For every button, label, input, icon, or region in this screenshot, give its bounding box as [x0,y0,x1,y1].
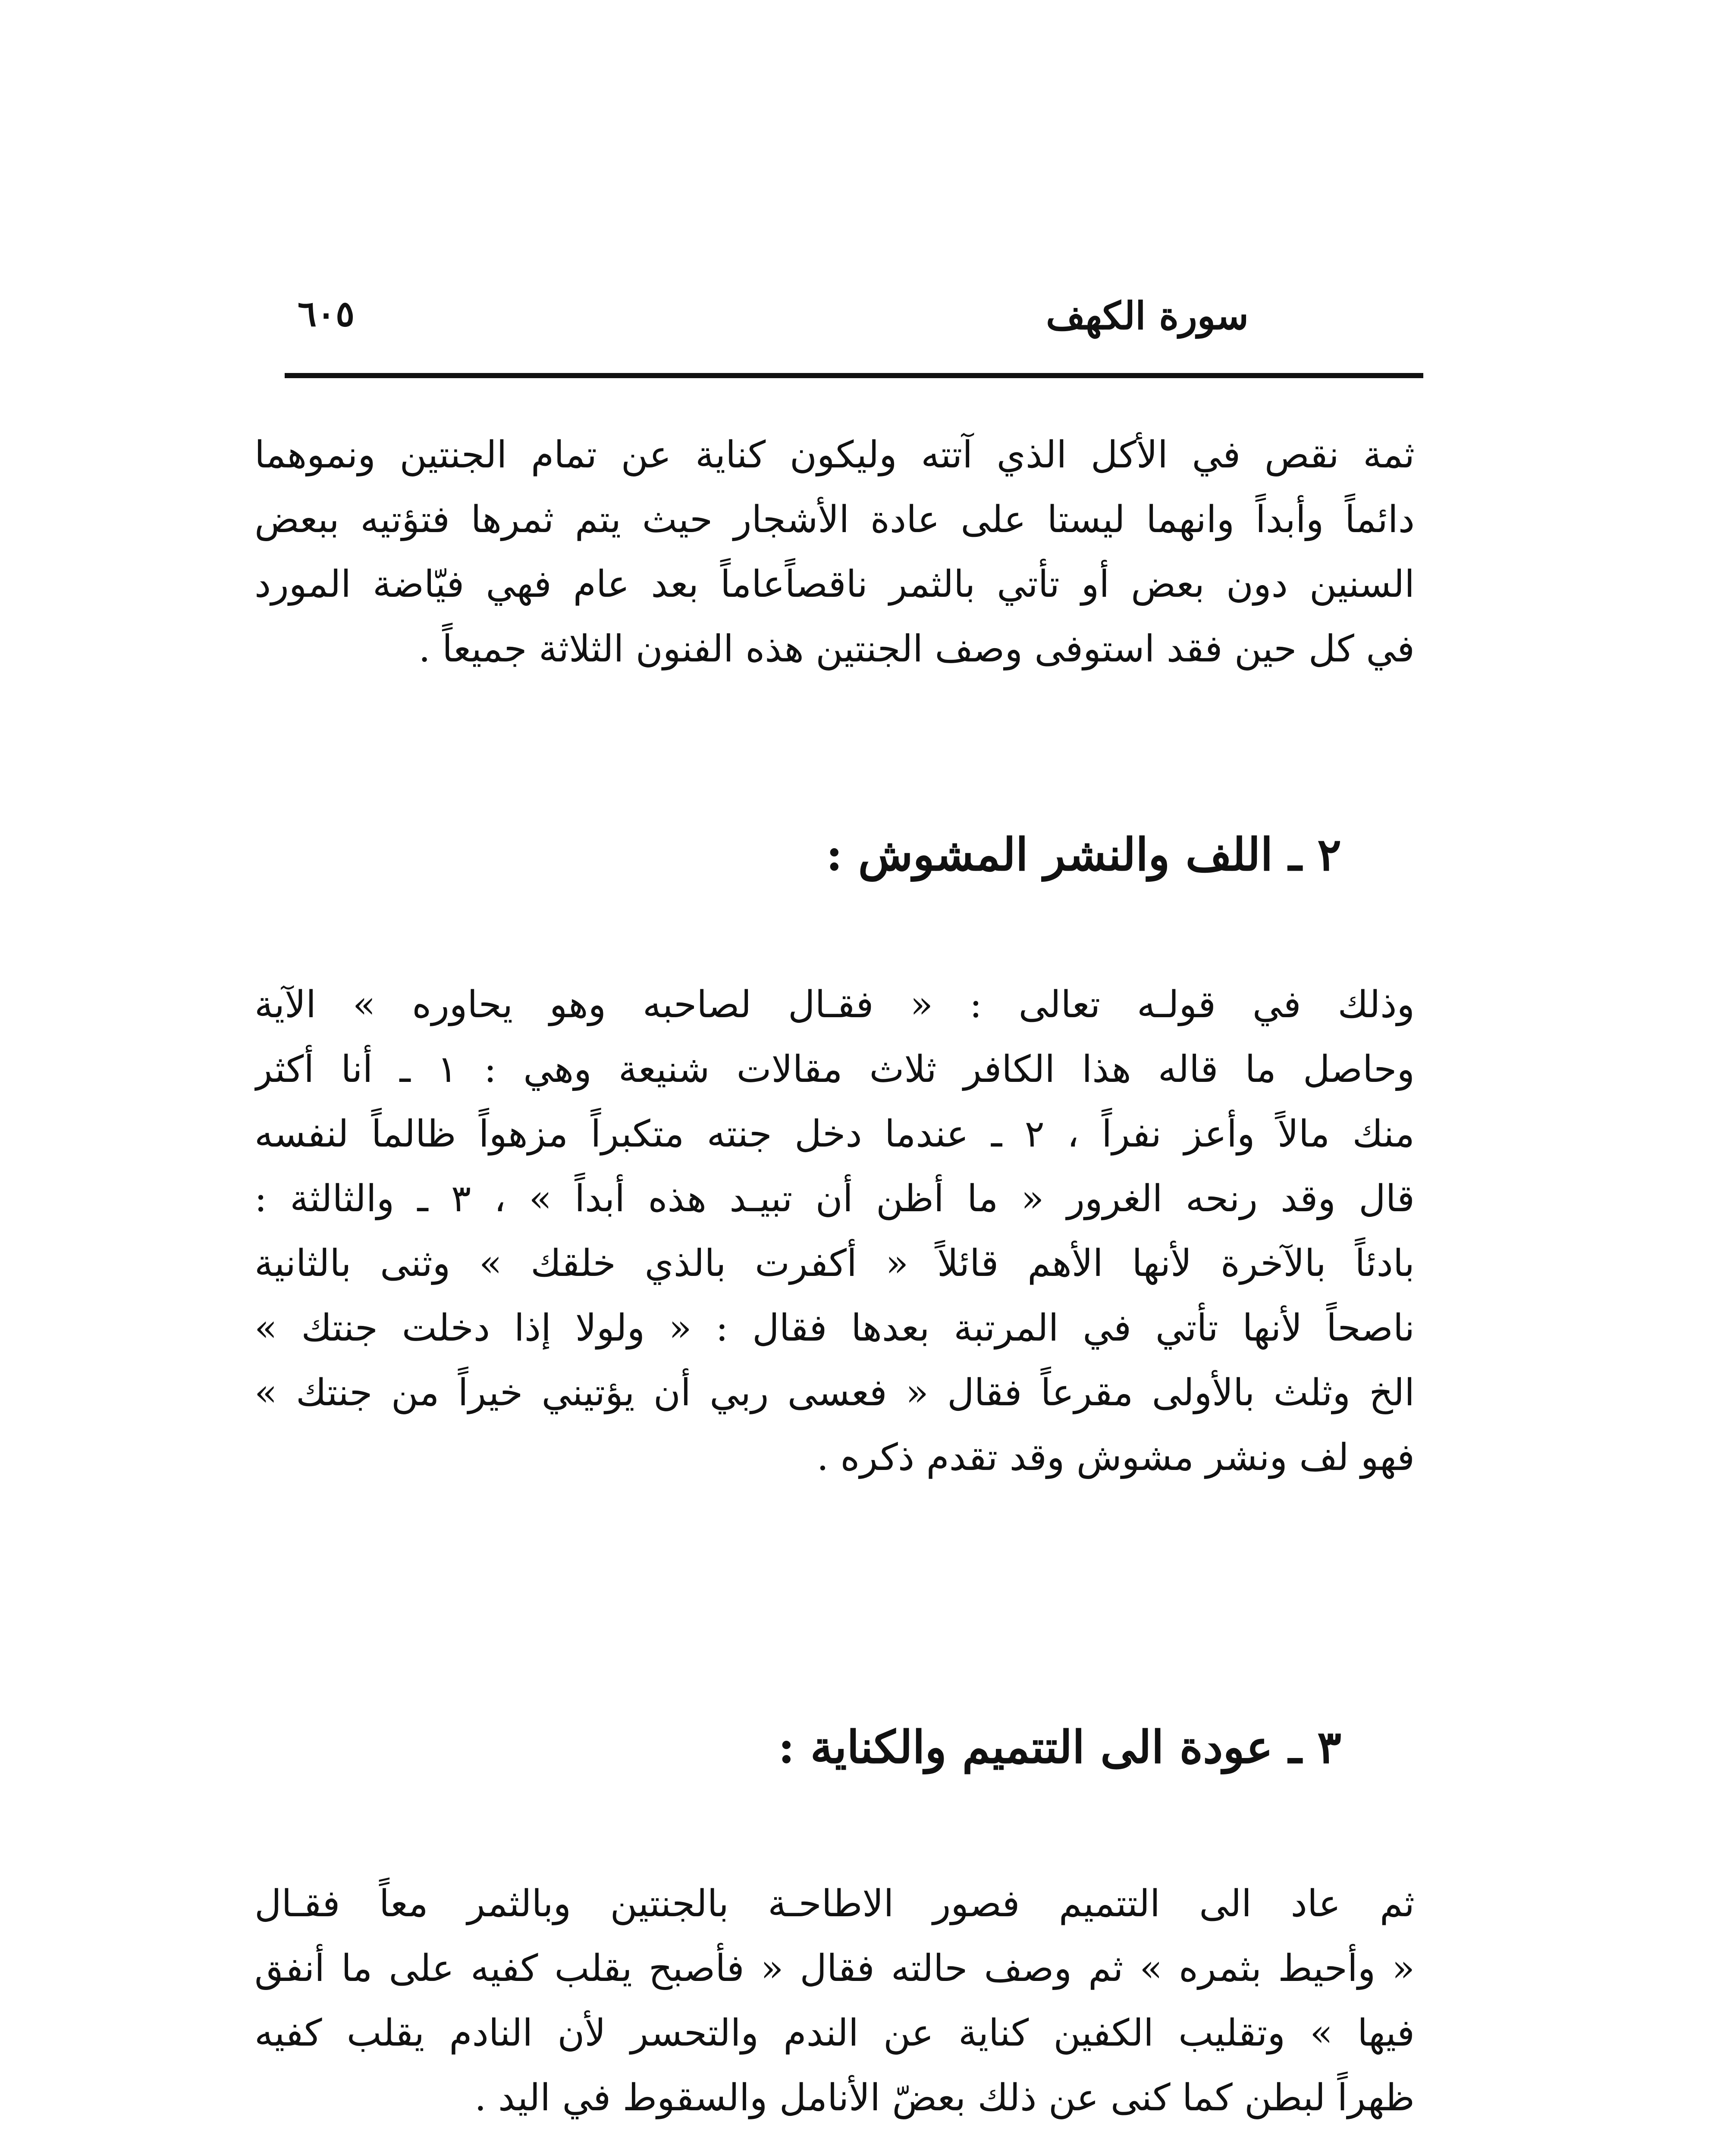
text-line: دائماً وأبداً وانهما ليستا على عادة الأشجار حيث يتم ثمرها فتؤتيه ببعض [254,498,1415,541]
section-2-paragraph [254,972,1415,1490]
page-header [285,285,1423,349]
text-line: قال وقد رنحه الغرور « ما أظن أن تبيـد هذه أبداً » ، ٣ ـ والثالثة : [254,1177,1415,1220]
text-line: فهو لف ونشر مشوش وقد تقدم ذكره . [816,1436,1415,1479]
text-line: ظهراً لبطن كما كنى عن ذلك بعضّ الأنامل والسقوط في اليد . [474,2076,1415,2119]
text-line: فيها » وتقليب الكفين كناية عن الندم والتحسر لأن النادم يقلب كفيه [254,2012,1415,2055]
text-line: الخ وثلث بالأولى مقرعاً فقال « فعسى ربي أن يؤتيني خيراً من جنتك » [254,1371,1415,1414]
text-line: ثمة نقص في الأكل الذي آتته وليكون كناية عن تمام الجنتين ونموهما [254,433,1415,476]
text-line: ناصحاً لأنها تأتي في المرتبة بعدها فقال : « ولولا إذا دخلت جنتك » [254,1307,1415,1350]
section-3-paragraph [254,1871,1415,2130]
section-heading: ٣ ـ عودة الى التتميم والكناية : [778,1720,1341,1774]
text-line: منك مالاً وأعز نفراً ، ٢ ـ عندما دخل جنته متكبراً مزهواً ظالماً لنفسه [254,1112,1415,1156]
text-line: في كل حين فقد استوفى وصف الجنتين هذه الفنون الثلاثة جميعاً . [418,627,1415,671]
page-number: ٦٠٥ [298,293,355,335]
header-rule [285,373,1423,378]
text-line: السنين دون بعض أو تأتي بالثمر ناقصاًعاماً بعد عام فهي فيّاضة المورد [254,563,1415,606]
intro-paragraph [254,423,1415,681]
section-heading: ٢ ـ اللف والنشر المشوش : [826,828,1341,881]
text-line: ثم عاد الى التتميم فصور الاطاحـة بالجنتين وبالثمر معاً فقـال [254,1882,1415,1925]
text-line: « وأحيط بثمره » ثم وصف حالته فقال « فأصبح يقلب كفيه على ما أنفق [254,1947,1415,1990]
running-title: سورة الكهف [1046,293,1249,338]
text-line: بادئاً بالآخرة لأنها الأهم قائلاً « أكفرت بالذي خلقك » وثنى بالثانية [254,1242,1415,1285]
text-line: وحاصل ما قاله هذا الكافر ثلاث مقالات شنيعة وهي : ١ ـ أنا أكثر [254,1048,1415,1091]
text-line: وذلك في قولـه تعالى : « فقـال لصاحبه وهو يحاوره » الآية [254,983,1415,1026]
